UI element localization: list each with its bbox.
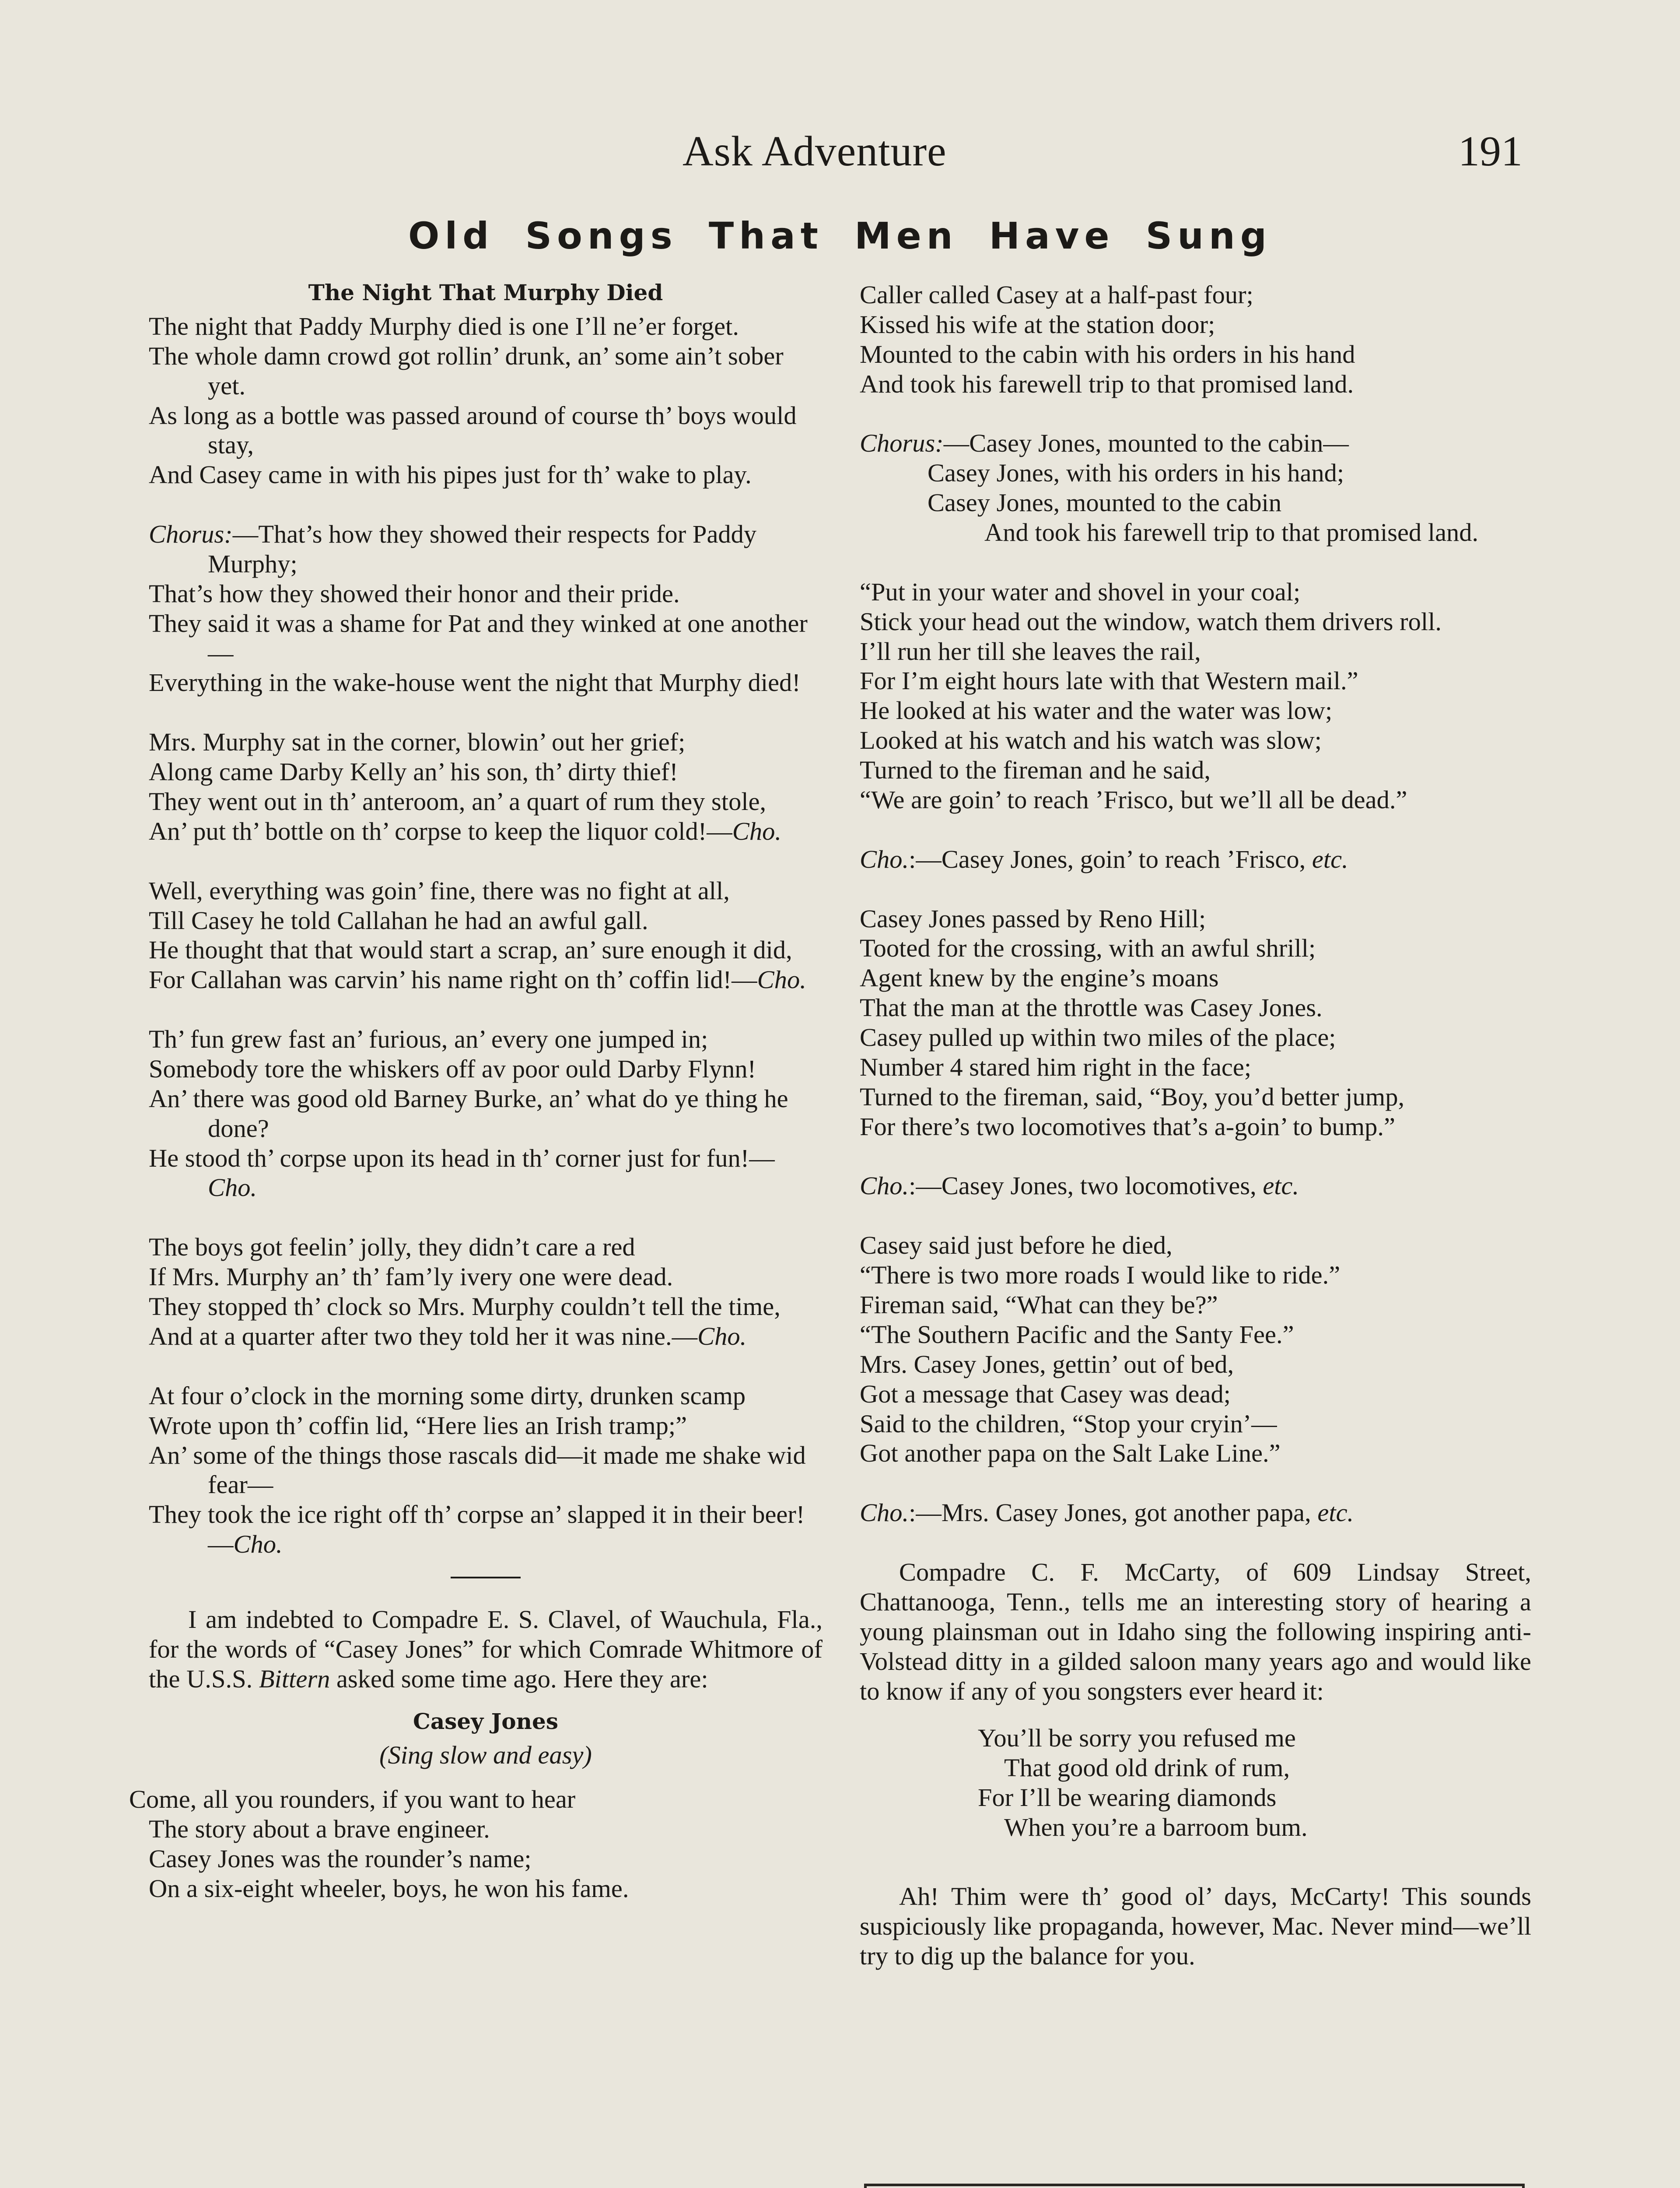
cho-mark: Cho.: [233, 1530, 283, 1559]
cho-text: :—Casey Jones, goin’ to reach ’Frisco,: [909, 845, 1312, 873]
cho-mark: Cho.: [732, 817, 781, 845]
verse-line: “Put in your water and shovel in your coal;: [860, 577, 1301, 606]
casey-cho-1: [860, 845, 1531, 874]
verse-line: An’ there was good old Barney Burke, an’ what do ye thing he done?: [149, 1084, 788, 1143]
verse-line: [860, 1498, 1531, 1528]
verse-line: That’s how they showed their honor and their pride.: [149, 579, 680, 608]
verse-line: For I’ll be wearing diamonds: [978, 1783, 1277, 1812]
verse-line: Everything in the wake-house went the night that Murphy died!: [149, 668, 801, 697]
verse-line: Wrote upon th’ coffin lid, “Here lies an Irish tramp;”: [149, 1411, 687, 1440]
verse-line: They said it was a shame for Pat and they winked at one another—: [149, 609, 808, 667]
murphy-stanza-5: [149, 1232, 822, 1351]
mccarty-paragraph: Compadre C. F. McCarty, of 609 Lindsay Street, Chattanooga, Tenn., tells me an interesting story of hearing a young plainsman out in Idaho sing the following inspiring anti-Volstead ditty in a gilded saloon many years ago and would like to know if any of you songsters ever heard it:: [860, 1558, 1531, 1705]
verse-line: On a six-eight wheeler, boys, he won his fame.: [149, 1874, 629, 1903]
murphy-stanza-2: [149, 727, 822, 846]
casey-stanza-1: [129, 1785, 822, 1903]
verse-line: Tooted for the crossing, with an awful shrill;: [860, 934, 1316, 963]
verse-line: [149, 519, 822, 579]
verse-line: They stopped th’ clock so Mrs. Murphy couldn’t tell the time,: [149, 1292, 780, 1321]
song-subtitle: (Sing slow and easy): [379, 1740, 592, 1769]
verse-line: The boys got feelin’ jolly, they didn’t care a red: [149, 1233, 635, 1262]
verse-line: Caller called Casey at a half-past four;: [860, 281, 1253, 309]
verse-line: Fireman said, “What can they be?”: [860, 1290, 1218, 1319]
cho-label: Cho.: [860, 1498, 909, 1527]
etc-mark: etc.: [1317, 1498, 1354, 1527]
verse-line: Got another papa on the Salt Lake Line.”: [860, 1439, 1281, 1468]
inquiry-notice-box: [864, 2184, 1525, 2188]
verse-line: Agent knew by the engine’s moans: [860, 964, 1219, 992]
page-header: [0, 127, 1680, 184]
verse-line: Looked at his watch and his watch was slow;: [860, 726, 1322, 755]
verse-line: That good old drink of rum,: [1004, 1753, 1290, 1782]
verse-line: “We are goin’ to reach ’Frisco, but we’ll all be dead.”: [860, 785, 1407, 814]
verse-line: For I’m eight hours late with that Western mail.”: [860, 666, 1358, 695]
verse-line: [149, 1500, 822, 1559]
murphy-stanza-1: [149, 312, 822, 490]
verse-text: An’ put th’ bottle on th’ corpse to keep the liquor cold!—: [149, 817, 732, 845]
cho-text: :—Mrs. Casey Jones, got another papa,: [909, 1498, 1318, 1527]
song-title-murphy: The Night That Murphy Died: [308, 280, 663, 305]
cho-text: :—Casey Jones, two locomotives,: [909, 1171, 1263, 1200]
verse-line: Mrs. Murphy sat in the corner, blowin’ out her grief;: [149, 728, 686, 757]
verse-line: Casey pulled up within two miles of the place;: [860, 1023, 1336, 1052]
page-number: 191: [1458, 128, 1522, 175]
verse-line: Stick your head out the window, watch them drivers roll.: [860, 607, 1442, 636]
verse-line: [860, 428, 1531, 458]
verse-line: [149, 1322, 822, 1351]
verse-line: When you’re a barroom bum.: [1004, 1813, 1308, 1841]
verse-line: Come, all you rounders, if you want to hear: [129, 1785, 576, 1814]
verse-text: He stood th’ corpse upon its head in th’ corner just for fun!—: [149, 1143, 775, 1172]
intro-text: I am indebted to Compadre E. S. Clavel, of Wauchula, Fla., for the words of “Casey Jones” for which Comrade Whitmore of the U.S.S.: [149, 1605, 822, 1693]
verse-line: The night that Paddy Murphy died is one I’ll ne’er forget.: [149, 312, 739, 340]
running-head: Ask Adventure: [682, 128, 947, 175]
song-title-casey: Casey Jones: [413, 1708, 558, 1734]
verse-line: “The Southern Pacific and the Santy Fee.”: [860, 1320, 1294, 1349]
right-column: [860, 280, 1531, 1985]
verse-line: And took his farewell trip to that promised land.: [860, 369, 1354, 398]
verse-line: Casey said just before he died,: [860, 1231, 1172, 1260]
verse-line: Mounted to the cabin with his orders in his hand: [860, 340, 1355, 368]
verse-line: Th’ fun grew fast an’ furious, an’ every one jumped in;: [149, 1025, 708, 1054]
verse-line: Somebody tore the whiskers off av poor ould Darby Flynn!: [149, 1055, 756, 1083]
casey-stanza-4: [860, 904, 1531, 1142]
verse-line: Casey Jones, with his orders in his hand;: [928, 459, 1344, 487]
verse-line: Casey Jones was the rounder’s name;: [149, 1844, 532, 1873]
verse-line: An’ some of the things those rascals did—it made me shake wid fear—: [149, 1441, 806, 1499]
intro-paragraph: [149, 1605, 822, 1694]
verse-line: Along came Darby Kelly an’ his son, th’ dirty thief!: [149, 757, 678, 786]
verse-line: [149, 965, 822, 995]
verse-line: Turned to the fireman and he said,: [860, 756, 1211, 785]
verse-line: Till Casey he told Callahan he had an awful gall.: [149, 906, 648, 935]
verse-line: Number 4 stared him right in the face;: [860, 1052, 1252, 1081]
verse-line: [149, 817, 822, 846]
murphy-chorus: [149, 519, 822, 698]
verse-line: I’ll run her till she leaves the rail,: [860, 637, 1201, 666]
verse-line: That the man at the throttle was Casey Jones.: [860, 993, 1323, 1022]
verse-line: If Mrs. Murphy an’ th’ fam’ly ivery one were dead.: [149, 1262, 673, 1291]
verse-text: They took the ice right off th’ corpse an’ slapped it in their beer!—: [149, 1500, 805, 1559]
verse-line: The whole damn crowd got rollin’ drunk, an’ some ain’t sober yet.: [149, 341, 784, 400]
anti-volstead-ditty: [978, 1723, 1531, 1842]
ship-name: Bittern: [259, 1664, 330, 1693]
verse-line: [149, 1143, 822, 1203]
verse-line: You’ll be sorry you refused me: [978, 1724, 1296, 1753]
verse-line: And took his farewell trip to that promised land.: [984, 518, 1479, 547]
verse-line: For there’s two locomotives that’s a-goin’ to bump.”: [860, 1112, 1395, 1141]
cho-label: Cho.: [860, 1171, 909, 1200]
casey-chorus: [860, 428, 1531, 547]
verse-line: “There is two more roads I would like to ride.”: [860, 1261, 1340, 1290]
verse-line: He thought that that would start a scrap, an’ sure enough it did,: [149, 936, 792, 964]
verse-line: As long as a bottle was passed around of course th’ boys would stay,: [149, 401, 797, 459]
cho-mark: Cho.: [697, 1322, 747, 1350]
cho-label: Cho.: [860, 845, 909, 873]
verse-line: Mrs. Casey Jones, gettin’ out of bed,: [860, 1350, 1234, 1378]
verse-line: Casey Jones passed by Reno Hill;: [860, 904, 1206, 933]
verse-line: The story about a brave engineer.: [149, 1815, 490, 1844]
divider-rule: [451, 1577, 521, 1578]
verse-text: And at a quarter after two they told her it was nine.—: [149, 1322, 698, 1350]
murphy-stanza-4: [149, 1024, 822, 1203]
verse-line: Turned to the fireman, said, “Boy, you’d better jump,: [860, 1082, 1405, 1111]
verse-line: Said to the children, “Stop your cryin’—: [860, 1409, 1277, 1438]
verse-line: Casey Jones, mounted to the cabin: [928, 488, 1282, 517]
section-title: Old Songs That Men Have Sung: [408, 214, 1272, 257]
casey-cho-2: [860, 1171, 1531, 1201]
casey-stanza-3: [860, 577, 1531, 815]
verse-line: Got a message that Casey was dead;: [860, 1379, 1231, 1408]
verse-text: For Callahan was carvin’ his name right on th’ coffin lid!—: [149, 965, 757, 994]
chorus-label: Chorus:: [860, 429, 944, 458]
verse-line: [860, 1171, 1531, 1201]
verse-line: They went out in th’ anteroom, an’ a quart of rum they stole,: [149, 787, 766, 816]
casey-stanza-5: [860, 1231, 1531, 1468]
intro-text-end: asked some time ago. Here they are:: [330, 1664, 708, 1693]
chorus-label: Chorus:: [149, 520, 233, 549]
chorus-text: —Casey Jones, mounted to the cabin—: [943, 429, 1349, 458]
chorus-text: —That’s how they showed their respects for Paddy Murphy;: [208, 520, 757, 579]
verse-line: And Casey came in with his pipes just for th’ wake to play.: [149, 460, 752, 489]
left-column: [129, 280, 822, 1904]
verse-line: Well, everything was goin’ fine, there was no fight at all,: [149, 876, 730, 905]
etc-mark: etc.: [1312, 845, 1348, 873]
closing-paragraph: Ah! Thim were th’ good ol’ days, McCarty! This sounds suspiciously like propaganda, however, Mac. Never mind—we’ll try to dig up the balance for you.: [860, 1882, 1531, 1970]
cho-mark: Cho.: [757, 965, 806, 994]
murphy-stanza-3: [149, 876, 822, 995]
cho-mark: Cho.: [208, 1173, 257, 1202]
verse-line: Kissed his wife at the station door;: [860, 310, 1215, 339]
etc-mark: etc.: [1263, 1171, 1299, 1200]
casey-cho-3: [860, 1498, 1531, 1528]
verse-line: [860, 845, 1531, 874]
verse-line: At four o’clock in the morning some dirty, drunken scamp: [149, 1381, 746, 1410]
verse-line: He looked at his water and the water was low;: [860, 696, 1333, 725]
casey-stanza-2: [860, 280, 1531, 399]
murphy-stanza-6: [149, 1381, 822, 1559]
